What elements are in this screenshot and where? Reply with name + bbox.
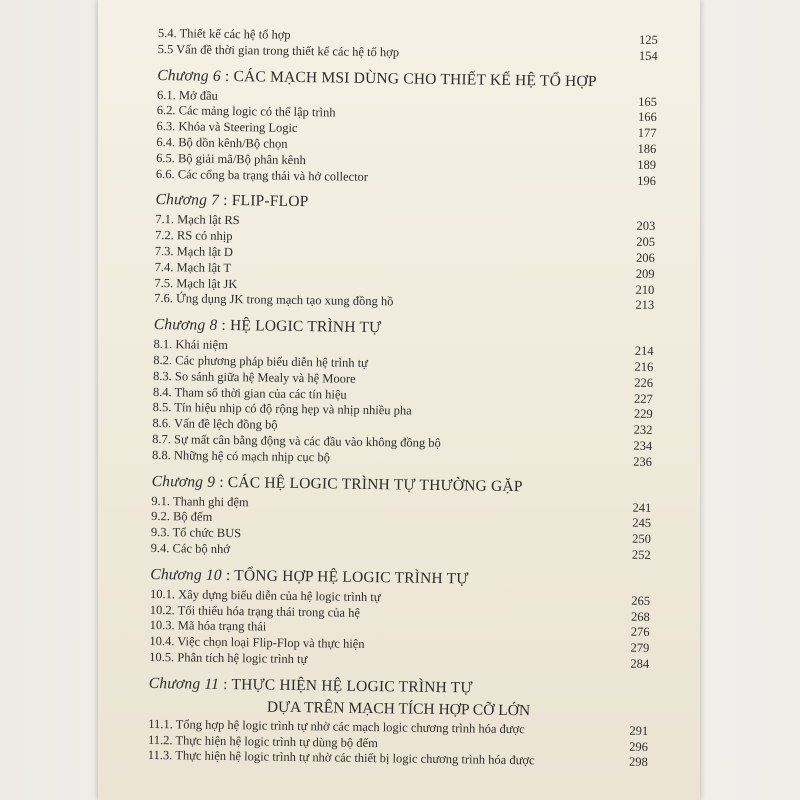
entry-title: 5.4. Thiết kế các hệ tổ hợp	[157, 26, 291, 42]
entry-page: 214	[634, 343, 654, 359]
chapter-subtitle: DỰA TRÊN MẠCH TÍCH HỢP CỠ LỚN	[266, 698, 531, 719]
entry-page: 209	[635, 266, 655, 281]
entry-title: 8.8. Những hệ có mạch nhịp cục bộ	[151, 447, 331, 465]
chapter-label: Chương 6	[157, 66, 221, 85]
entry-page: 276	[630, 624, 650, 640]
entry-page: 279	[630, 640, 650, 656]
entry-title: 10.5. Phân tích hệ logic trình tự	[149, 649, 308, 667]
entry-title: 9.3. Tổ chức BUS	[150, 525, 242, 541]
entry-title: 11.1. Tổng hợp hệ logic trình tự nhờ các mạch logic chương trình hóa được	[148, 716, 525, 736]
entry-page: 196	[637, 173, 656, 188]
chapter-title: : TỔNG HỢP HỆ LOGIC TRÌNH TỰ	[221, 566, 469, 588]
entry-page: 166	[637, 110, 657, 125]
chapter-label: Chương 8	[153, 316, 218, 335]
entry-page: 234	[633, 438, 653, 453]
chapter-9	[151, 471, 652, 563]
entry-page: 265	[631, 593, 651, 608]
entry-page: 177	[637, 125, 657, 141]
book-page	[98, 0, 700, 800]
chapter-label: Chương 10	[150, 565, 222, 584]
entry-page: 125	[639, 32, 658, 47]
entry-page: 250	[632, 531, 651, 547]
chapter-7	[154, 190, 656, 314]
entry-title: 10.1. Xây dựng biểu diễn của hệ logic trình tự	[149, 586, 381, 604]
entry-title: 8.1. Khái niệm	[153, 337, 228, 353]
entry-title: 7.5. Mạch lật JK	[154, 275, 238, 291]
entry-title: 8.4. Tham số thời gian của các tín hiệu	[152, 384, 347, 402]
entry-title: 5.5 Vấn đề thời gian trong thiết kế các hệ tổ hợp	[157, 41, 400, 60]
entry-title: 11.3. Thực hiện hệ logic trình tự nhờ các thiết bị logic chương trình hóa được	[147, 748, 535, 768]
entry-title: 7.2. RS có nhịp	[154, 228, 233, 244]
entry-page: 165	[638, 94, 658, 109]
entry-title: 6.3. Khóa và Steering Logic	[156, 119, 298, 136]
entry-title: 8.6. Vấn đề lệch đồng bộ	[152, 416, 278, 432]
entry-page: 291	[629, 723, 649, 738]
chapter-5-tail	[158, 26, 658, 65]
entry-page: 205	[636, 234, 656, 250]
entry-page: 284	[630, 656, 650, 671]
entry-title: 8.3. So sánh giữa hệ Mealy và hệ Moore	[153, 368, 356, 386]
entry-title: 7.4. Mạch lật T	[154, 259, 232, 275]
entry-page: 216	[634, 359, 654, 374]
entry-title: 8.5. Tín hiệu nhịp có độ rộng hẹp và nhịp nhiều pha	[152, 400, 412, 418]
entry-page: 154	[638, 48, 658, 63]
chapter-title: : HỆ LOGIC TRÌNH TỰ	[217, 317, 382, 337]
entry-page: 210	[635, 282, 655, 297]
chapter-label: Chương 11	[148, 674, 220, 693]
entry-title: 8.2. Các phương pháp biểu diễn hệ trình tự	[153, 352, 368, 370]
entry-page: 296	[629, 739, 649, 754]
entry-title: 6.1. Mở đầu	[156, 87, 218, 103]
chapter-title: : CÁC MẠCH MSI DÙNG CHO THIẾT KẾ HỆ TỔ HỢP	[220, 67, 597, 90]
table-of-contents	[148, 26, 658, 779]
entry-page: 241	[632, 500, 652, 515]
entry-title: 6.2. Các mảng logic có thể lập trình	[156, 103, 336, 120]
entry-title: 6.6. Các cổng ba trạng thái và hở collector	[155, 166, 369, 184]
chapter-label: Chương 7	[155, 191, 220, 210]
entry-page: 268	[630, 609, 650, 624]
chapter-label: Chương 9	[151, 472, 216, 491]
entry-title: 9.2. Bộ đếm	[151, 509, 213, 525]
entry-page: 252	[631, 547, 651, 562]
entry-title: 6.5. Bộ giải mã/Bộ phân kênh	[156, 150, 306, 167]
entry-title: 10.3. Mã hóa trạng thái	[149, 618, 267, 634]
chapter-8	[152, 315, 654, 470]
entry-title: 7.6. Ứng dụng JK trong mạch tạo xung đồng hồ	[154, 291, 394, 309]
chapter-title: : CÁC HỆ LOGIC TRÌNH TỰ THƯỜNG GẶP	[215, 473, 523, 495]
chapter-10	[149, 565, 650, 673]
entry-page: 213	[635, 298, 655, 313]
chapter-title: : FLIP-FLOP	[218, 192, 309, 211]
chapter-title: : THỰC HIỆN HỆ LOGIC TRÌNH TỰ	[219, 675, 473, 697]
entry-page: 236	[633, 454, 653, 469]
entry-page: 226	[634, 375, 654, 390]
entry-page: 232	[633, 422, 653, 438]
entry-page: 206	[635, 250, 655, 265]
entry-title: 7.1. Mạch lật RS	[155, 212, 240, 228]
entry-page: 298	[628, 754, 648, 770]
entry-title: 8.7. Sự mất cân bằng động và các đầu vào không đồng bộ	[152, 431, 441, 450]
entry-title: 7.3. Mạch lật D	[154, 243, 234, 260]
entry-title: 11.2. Thực hiện hệ logic trình tự dùng bộ đếm	[147, 732, 378, 750]
entry-page: 186	[637, 141, 657, 156]
entry-title: 10.4. Việc chọn loại Flip-Flop và thực hiện	[149, 634, 365, 652]
entry-page: 189	[637, 157, 657, 172]
chapter-11	[148, 674, 649, 771]
entry-title: 9.1. Thanh ghi đệm	[151, 493, 249, 509]
entry-page: 227	[634, 391, 653, 406]
entry-page: 245	[632, 516, 652, 531]
entry-page: 229	[633, 407, 653, 422]
entry-title: 9.4. Các bộ nhớ	[150, 540, 230, 556]
entry-title: 10.2. Tối thiểu hóa trạng thái trong của hệ	[149, 602, 361, 620]
entry-page: 203	[636, 219, 656, 234]
chapter-6	[156, 66, 658, 190]
entry-title: 6.4. Bộ dồn kênh/Bộ chọn	[156, 134, 288, 151]
